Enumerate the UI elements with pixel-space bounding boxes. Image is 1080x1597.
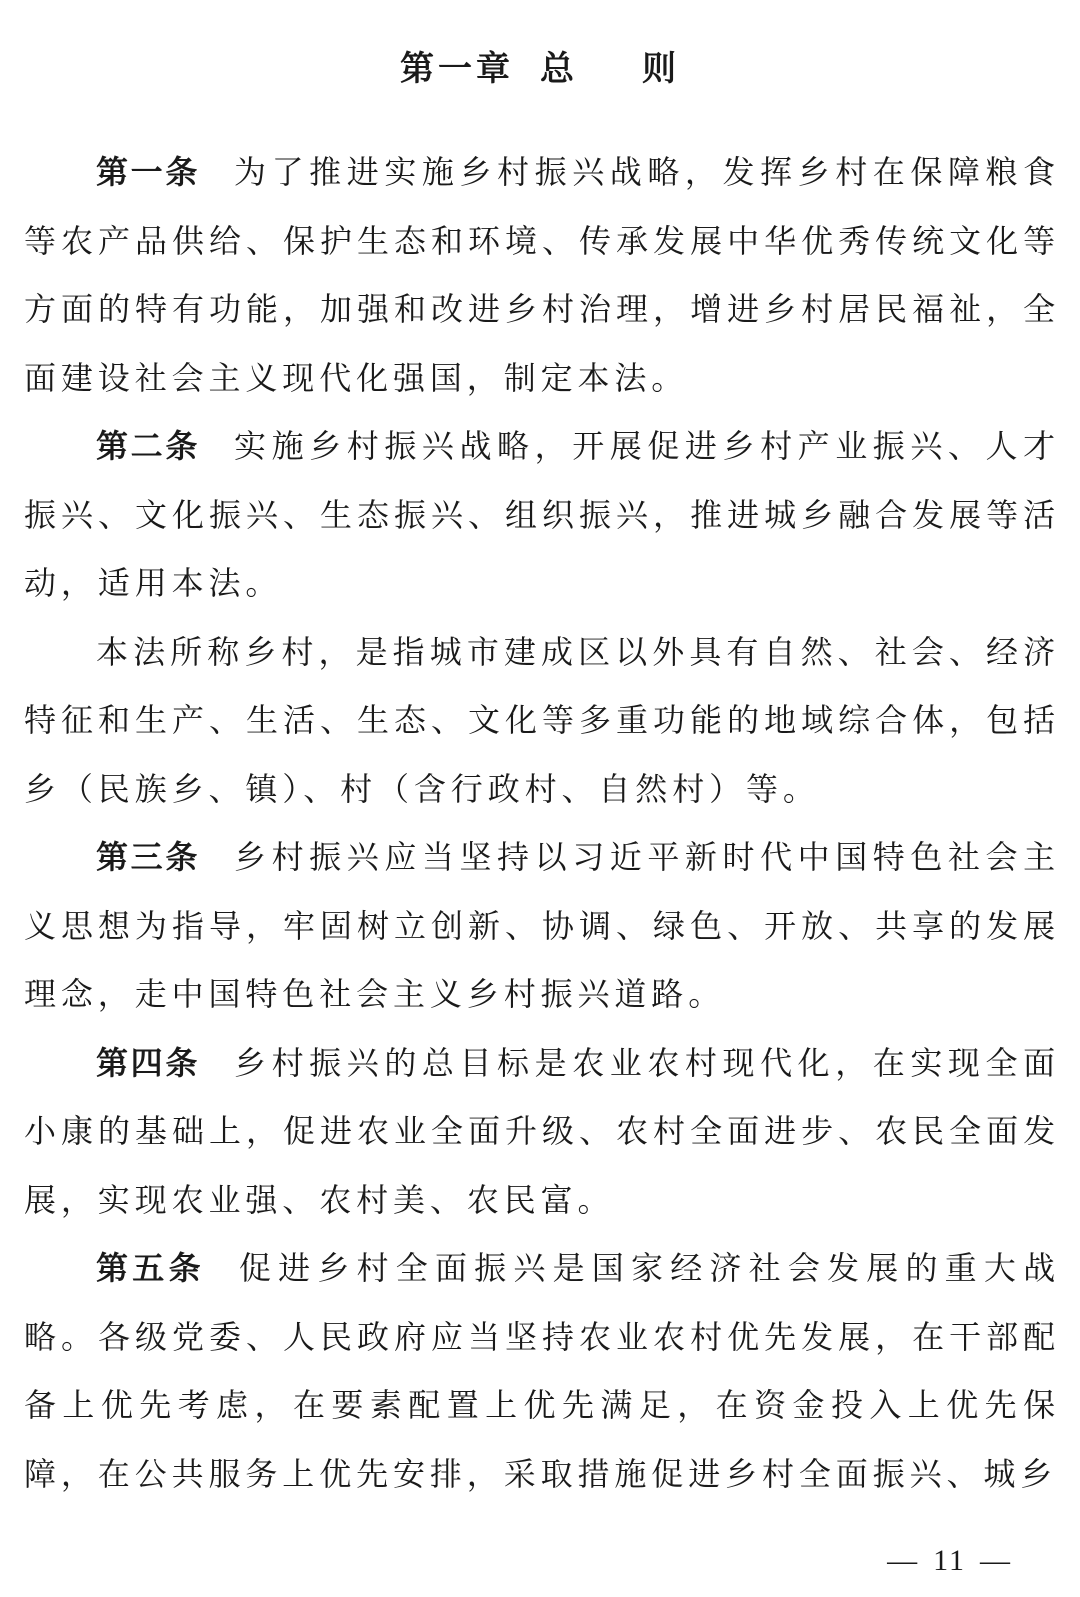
article-2-text: 实施乡村振兴战略，开展促进乡村产业振兴、人才振兴、文化振兴、生态振兴、组织振兴，推进城乡融合发展等活动，适用本法。: [24, 427, 1060, 602]
page-number-dash-right: —: [980, 1544, 1012, 1577]
chapter-number: 第一章: [400, 49, 514, 89]
page-number-value: 11: [933, 1544, 966, 1577]
article-1-number: 第一条: [96, 153, 201, 191]
article-4-number: 第四条: [96, 1043, 201, 1082]
article-2-paragraph-2: [24, 618, 1060, 824]
body-text: [24, 138, 1060, 1508]
article-2-number: 第二条: [96, 427, 201, 465]
article-5-number: 第五条: [96, 1249, 205, 1287]
chapter-title: [0, 44, 1080, 94]
chapter-title-word-2: 则: [642, 49, 680, 89]
article-2-paragraph: [24, 412, 1060, 618]
article-3-number: 第三条: [96, 838, 201, 876]
article-4-text: 乡村振兴的总目标是农业农村现代化，在实现全面小康的基础上，促进农业全面升级、农村全面进步、农民全面发展，实现农业强、农村美、农民富。: [24, 1043, 1060, 1219]
article-4-paragraph: [24, 1029, 1060, 1235]
article-3-text: 乡村振兴应当坚持以习近平新时代中国特色社会主义思想为指导，牢固树立创新、协调、绿色、开放、共享的发展理念，走中国特色社会主义乡村振兴道路。: [24, 838, 1060, 1013]
article-5-text: 促进乡村全面振兴是国家经济社会发展的重大战略。各级党委、人民政府应当坚持农业农村优先发展，在干部配备上优先考虑，在要素配置上优先满足，在资金投入上优先保障，在公共服务上优先安排，采取措施促进乡村全面振兴、城乡: [24, 1249, 1060, 1493]
article-3-paragraph: [24, 823, 1060, 1029]
article-1-paragraph: [24, 138, 1060, 412]
article-5-paragraph: [24, 1234, 1060, 1508]
chapter-title-word-1: 总: [540, 49, 578, 89]
article-1-text: 为了推进实施乡村振兴战略，发挥乡村在保障粮食等农产品供给、保护生态和环境、传承发展中华优秀传统文化等方面的特有功能，加强和改进乡村治理，增进乡村居民福祉，全面建设社会主义现代化强国，制定本法。: [24, 153, 1060, 397]
article-2-text-2: 本法所称乡村，是指城市建成区以外具有自然、社会、经济特征和生产、生活、生态、文化等多重功能的地域综合体，包括乡（民族乡、镇）、村（含行政村、自然村）等。: [24, 632, 1060, 808]
page-number: [873, 1541, 1026, 1581]
page-number-dash-left: —: [887, 1544, 920, 1577]
